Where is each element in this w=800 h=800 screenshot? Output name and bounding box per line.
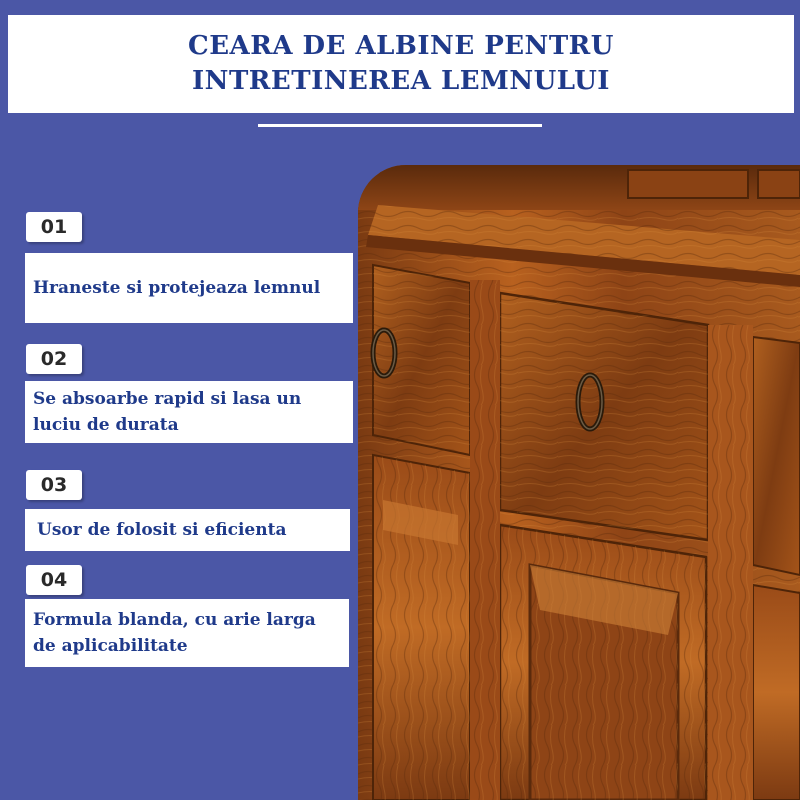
feature-number-badge: 03 [26,470,82,500]
title-banner [8,15,794,113]
wooden-cabinet-photo [358,165,800,800]
feature-description: Usor de folosit si eficienta [25,509,350,551]
cabinet-illustration [358,165,800,800]
title-line-2: INTRETINEREA LEMNULUI [192,66,610,96]
feature-number-badge: 04 [26,565,82,595]
title-divider [258,124,542,127]
feature-number-badge: 02 [26,344,82,374]
feature-number-badge: 01 [26,212,82,242]
title-line-1: CEARA DE ALBINE PENTRU [188,31,614,61]
feature-description: Hraneste si protejeaza lemnul [25,253,353,323]
feature-description: Se absoarbe rapid si lasa un luciu de durata [25,381,353,443]
feature-description: Formula blanda, cu arie larga de aplicabilitate [25,599,349,667]
